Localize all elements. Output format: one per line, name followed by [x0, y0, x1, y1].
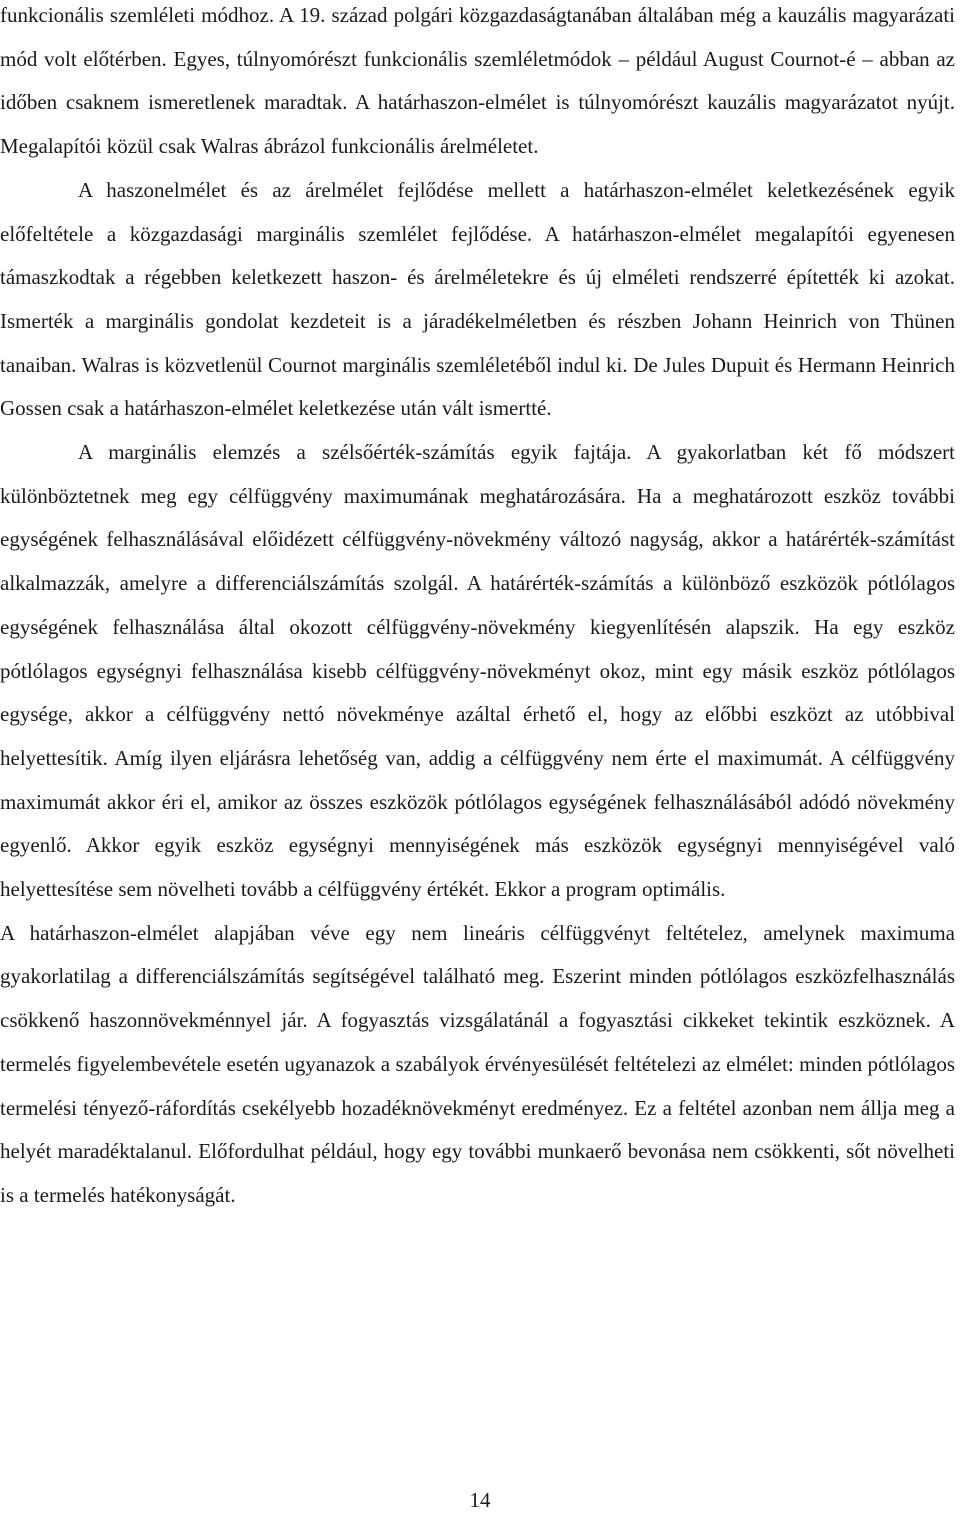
- paragraph-1: funkcionális szemléleti módhoz. A 19. század polgári közgazdaságtanában általában még a kauzális magyarázati mód volt előtérben. Egyes, túlnyomórészt funkcionális szemléletmódok – például August Cournot-é – abban az időben csaknem ismeretlenek maradtak. A határhaszon-elmélet is túlnyomórészt kauzális magyarázatot nyújt. Megalapítói közül csak Walras ábrázol funkcionális árelméletet.: [0, 3, 955, 159]
- page-number: 14: [469, 1488, 491, 1512]
- paragraph-2: A haszonelmélet és az árelmélet fejlődése mellett a határhaszon-elmélet keletkezésének egyik előfeltétele a közgazdasági marginális szemlélet fejlődése. A határhaszon-elmélet megalapítói egyenesen támaszkodtak a régebben keletkezett haszon- és árelméletekre és új elméleti rendszerré építették ki azokat. Ismerték a marginális gondolat kezdeteit is a járadékelméletben és részben Johann Heinrich von Thünen tanaiban. Walras is közvetlenül Cournot marginális szemléletéből indul ki. De Jules Dupuit és Hermann Heinrich Gossen csak a határhaszon-elmélet keletkezése után vált ismertté.: [0, 177, 955, 421]
- paragraph-4: A határhaszon-elmélet alapjában véve egy nem lineáris célfüggvényt feltételez, amelynek maximuma gyakorlatilag a differenciálszámítás segítségével található meg. Eszerint minden pótlólagos eszközfelhasználás csökkenő haszonnövekménnyel jár. A fogyasztás vizsgálatánál a fogyasztási cikkeket tekintik eszköznek. A termelés figyelembevétele esetén ugyanazok a szabályok érvényesülését feltételezi az elmélet: minden pótlólagos termelési tényező-ráfordítás csekélyebb hozadéknövekményt eredményez. Ez a feltétel azonban nem állja meg a helyét maradéktalanul. Előfordulhat például, hogy egy további munkaerő bevonása nem csökkenti, sőt növelheti is a termelés hatékonyságát.: [0, 920, 955, 1207]
- paragraph-3: A marginális elemzés a szélsőérték-számítás egyik fajtája. A gyakorlatban két fő módszert különböztetnek meg egy célfüggvény maximumának meghatározására. Ha a meghatározott eszköz további egységének felhasználásával előidézett célfüggvény-növekmény változó nagyság, akkor a határérték-számítást alkalmazzák, amelyre a differenciálszámítás szolgál. A határérték-számítás a különböző eszközök pótlólagos egységének felhasználása által okozott célfüggvény-növekmény kiegyenlítésén alapszik. Ha egy eszköz pótlólagos egységnyi felhasználása kisebb célfüggvény-növekményt okoz, mint egy másik eszköz pótlólagos egysége, akkor a célfüggvény nettó növekménye azáltal érhető el, hogy az előbbi eszközt az utóbbival helyettesítik. Amíg ilyen eljárásra lehetőség van, addig a célfüggvény nem érte el maximumát. A célfüggvény maximumát akkor éri el, amikor az összes eszközök pótlólagos egységének felhasználásából adódó növekmény egyenlő. Akkor egyik eszköz egységnyi mennyiségének más eszközök egységnyi mennyiségével való helyettesítése sem növelheti tovább a célfüggvény értékét. Ekkor a program optimális.: [0, 440, 955, 902]
